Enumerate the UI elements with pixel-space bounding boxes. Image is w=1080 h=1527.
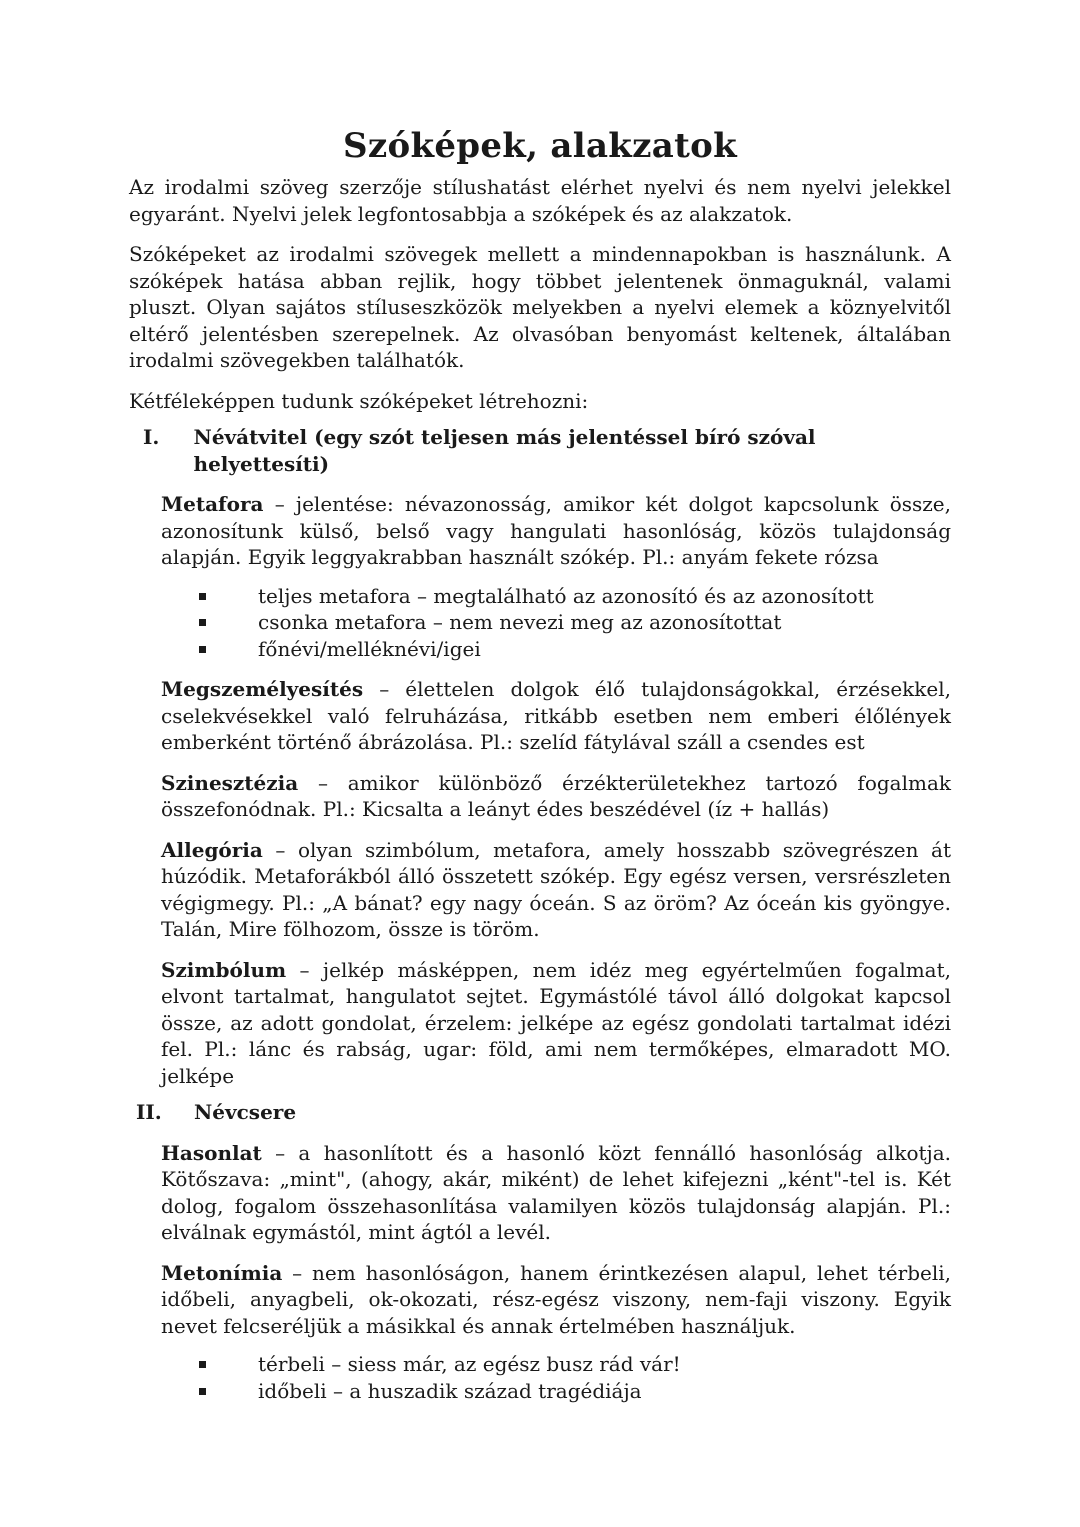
- metonimia-list: [129, 1351, 951, 1404]
- bullet-icon: [199, 1388, 206, 1395]
- metafora-list: [129, 583, 951, 663]
- section-title: Névátvitel (egy szót teljesen más jelentéssel bíró szóval helyettesíti): [193, 425, 816, 476]
- list-item: [199, 1378, 951, 1405]
- bullet-icon: [199, 593, 206, 600]
- list-item: [199, 583, 951, 610]
- definition-text: – olyan szimbólum, metafora, amely hosszabb szövegrészen át húzódik. Metaforákból álló összetett szókép. Egy egész versen, versrészleten végigmegy. Pl.: „A bánat? egy nagy óceán. S az öröm? Az óceán kis gyöngye. Talán, Mire fölhozom, össze is töröm.: [161, 837, 951, 941]
- bullet-icon: [199, 619, 206, 626]
- definition-text: – jelkép másképpen, nem idéz meg egyértelműen fogalmat, elvont tartalmat, hangulatot sejtet. Egymástólé távol álló dolgokat kapcsol össze, az adott gondolat, érzelem: jelképe az egész gondolati tartalmat idézi fel. Pl.: lánc és rabság, ugar: föld, ami nem termőképes, elmaradott MO. jelképe: [161, 957, 951, 1088]
- definition-text: – jelentése: névazonosság, amikor két dolgot kapcsolunk össze, azonosítunk külső, belső vagy hangulati hasonlóság, közös tulajdonság alapján. Egyik leggyakrabban használt szókép. Pl.: anyám fekete rózsa: [161, 492, 951, 569]
- section-heading-2: [129, 1099, 951, 1126]
- definition-hasonlat: [161, 1140, 951, 1246]
- definition-allegoria: [161, 837, 951, 943]
- section-number: I.: [143, 425, 160, 449]
- definition-text: – amikor különböző érzékterületekhez tartozó fogalmak összefonódnak. Pl.: Kicsalta a leányt édes beszédével (íz + hallás): [161, 770, 951, 821]
- bullet-icon: [199, 646, 206, 653]
- section-heading-1: [129, 424, 951, 477]
- list-item-text: teljes metafora – megtalálható az azonosító és az azonosított: [258, 583, 874, 608]
- definition-szinesztezia: [161, 770, 951, 823]
- section-1-body: [129, 491, 951, 1089]
- term: Metafora: [161, 492, 264, 516]
- list-item-text: térbeli – siess már, az egész busz rád vár!: [258, 1352, 681, 1376]
- term: Szinesztézia: [161, 770, 299, 795]
- list-item-text: időbeli – a huszadik század tragédiája: [258, 1378, 642, 1403]
- list-item-text: csonka metafora – nem nevezi meg az azonosítottat: [258, 610, 782, 634]
- term: Megszemélyesítés: [161, 677, 364, 701]
- definition-metonimia: [161, 1260, 951, 1340]
- term: Allegória: [161, 837, 263, 862]
- term: Metonímia: [161, 1260, 283, 1285]
- term: Szimbólum: [161, 957, 287, 982]
- list-item-text: főnévi/melléknévi/igei: [258, 636, 481, 661]
- section-title: Névcsere: [194, 1100, 297, 1124]
- intro-paragraph-3: Kétféleképpen tudunk szóképeket létrehozni:: [129, 388, 589, 413]
- intro-paragraph-1: Az irodalmi szöveg szerzője stílushatást elérhet nyelvi és nem nyelvi jelekkel egyaránt. Nyelvi jelek legfontosabbja a szóképek és az alakzatok.: [129, 175, 951, 226]
- definition-megszemelyesites: [161, 676, 951, 756]
- list-item: [199, 1351, 951, 1378]
- intro-paragraph-2: Szóképeket az irodalmi szövegek mellett a mindennapokban is használunk. A szóképek hatása abban rejlik, hogy többet jelentenek önmaguknál, valami pluszt. Olyan sajátos stíluseszközök melyekben a nyelvi elemek a köznyelvitől eltérő jelentésben szerepelnek. Az olvasóban benyomást keltenek, általában irodalmi szövegekben találhatók.: [129, 242, 951, 372]
- definition-text: – nem hasonlóságon, hanem érintkezésen alapul, lehet térbeli, időbeli, anyagbeli, ok-okozati, rész-egész viszony, nem-faji viszony. Egyik nevet felcseréljük a másikkal és annak értelmében használjuk.: [161, 1260, 951, 1338]
- definition-szimbolum: [161, 957, 951, 1090]
- term: Hasonlat: [161, 1140, 262, 1165]
- section-number: II.: [136, 1100, 162, 1124]
- section-2-body: [129, 1140, 951, 1405]
- document-content: [129, 124, 951, 1418]
- page-title: Szóképek, alakzatok: [343, 126, 737, 166]
- definition-metafora: [161, 491, 951, 571]
- list-item: [199, 609, 951, 636]
- definition-text: – a hasonlított és a hasonló közt fennálló hasonlóság alkotja. Kötőszava: „mint", (ahogy, akár, miként) de lehet kifejezni „ként"-tel is. Két dolog, fogalom összehasonlítása valamilyen közös tulajdonság alapján. Pl.: elválnak egymástól, mint ágtól a levél.: [161, 1140, 951, 1244]
- definition-text: – élettelen dolgok élő tulajdonságokkal, érzésekkel, cselekvésekkel való felruházása, ritkább esetben nem emberi élőlények emberként történő ábrázolása. Pl.: szelíd fátylával száll a csendes est: [161, 677, 951, 754]
- bullet-icon: [199, 1361, 206, 1368]
- list-item: [199, 636, 951, 663]
